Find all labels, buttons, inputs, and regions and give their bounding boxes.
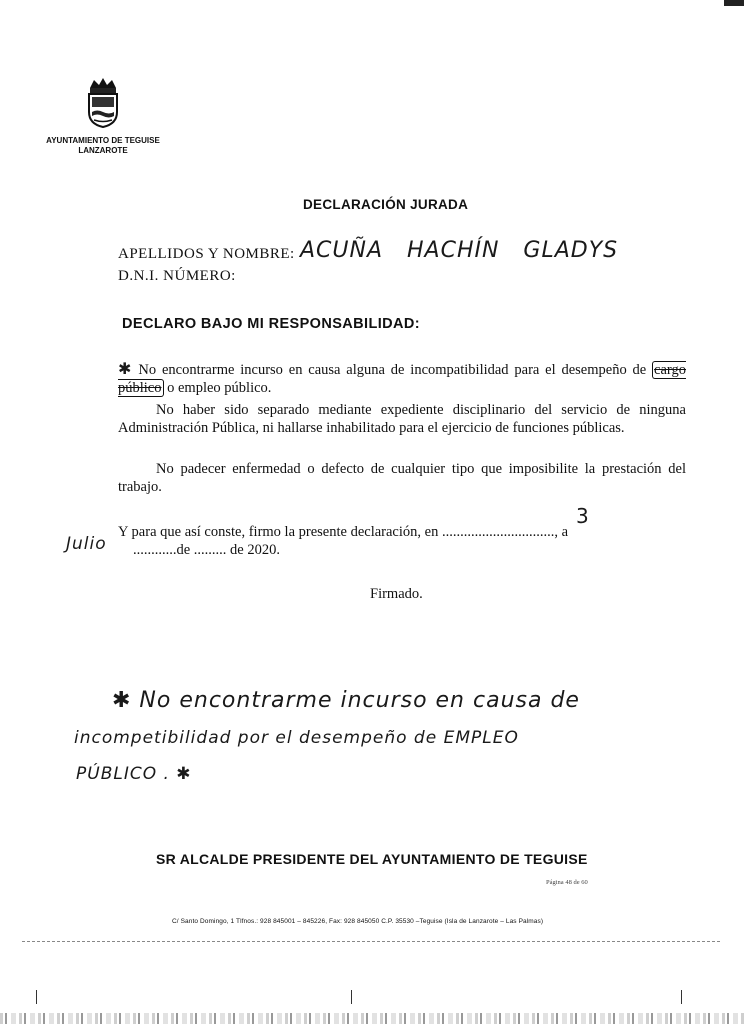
name-handwritten-value: ACUÑA HACHÍN GLADYS xyxy=(300,238,619,263)
declaro-heading: DECLARO BAJO MI RESPONSABILIDAD: xyxy=(122,316,420,332)
scan-mark xyxy=(351,990,352,1004)
signing-line-2: ............de ......... de 2020. xyxy=(133,542,280,558)
clause-not-separated: No haber sido separado mediante expediente disciplinario del servicio de ninguna Administración Pública, ni hallarse inhabilitado para el ejercicio de funciones públicas. xyxy=(118,402,686,436)
org-subtitle: LANZAROTE xyxy=(78,146,128,155)
handwritten-note-line-3: PÚBLICO . ✱ xyxy=(76,764,192,784)
org-name: AYUNTAMIENTO DE TEGUISE xyxy=(46,136,160,145)
handwritten-note-line-2: incompetibilidad por el desempeño de EMPLEO xyxy=(74,728,519,748)
clause-1-crossed-out: cargo público xyxy=(118,362,686,396)
handwritten-month: Julio xyxy=(66,534,107,554)
clause-incompatibility xyxy=(118,360,686,397)
coat-of-arms-logo xyxy=(84,76,122,128)
firmado-label: Firmado. xyxy=(370,586,423,602)
scan-edge-strip xyxy=(0,1013,744,1024)
address-line: C/ Santo Domingo, 1 Tlfnos.: 928 845001 – 845226, Fax: 928 845050 C.P. 35530 –Teguise (Isla de Lanzarote – Las Palmas) xyxy=(172,918,544,925)
clause-no-illness: No padecer enfermedad o defecto de cualquier tipo que imposibilite la prestación del trabajo. xyxy=(118,461,686,495)
dni-label: D.N.I. NÚMERO: xyxy=(118,268,236,284)
scan-mark xyxy=(681,990,682,1004)
clause-1-text-b: o empleo público. xyxy=(167,380,272,396)
page-number: Página 48 de 60 xyxy=(546,879,588,886)
handwritten-note-line-1: ✱ No encontrarme incurso en causa de xyxy=(112,688,580,713)
scan-mark xyxy=(36,990,37,1004)
signing-line-1: Y para que así conste, firmo la presente declaración, en ..............................., a xyxy=(118,524,569,540)
asterisk-mark: ✱ xyxy=(118,359,133,378)
scan-corner-mark xyxy=(724,0,744,6)
footer-divider xyxy=(22,941,720,942)
clause-1-text-a: No encontrarme incurso en causa alguna de incompatibilidad para el desempeño de xyxy=(138,362,647,378)
handwritten-day: 3 xyxy=(576,504,590,528)
document-title: DECLARACIÓN JURADA xyxy=(303,197,469,212)
name-label: APELLIDOS Y NOMBRE: xyxy=(118,246,295,262)
addressee: SR ALCALDE PRESIDENTE DEL AYUNTAMIENTO DE TEGUISE xyxy=(156,851,588,867)
